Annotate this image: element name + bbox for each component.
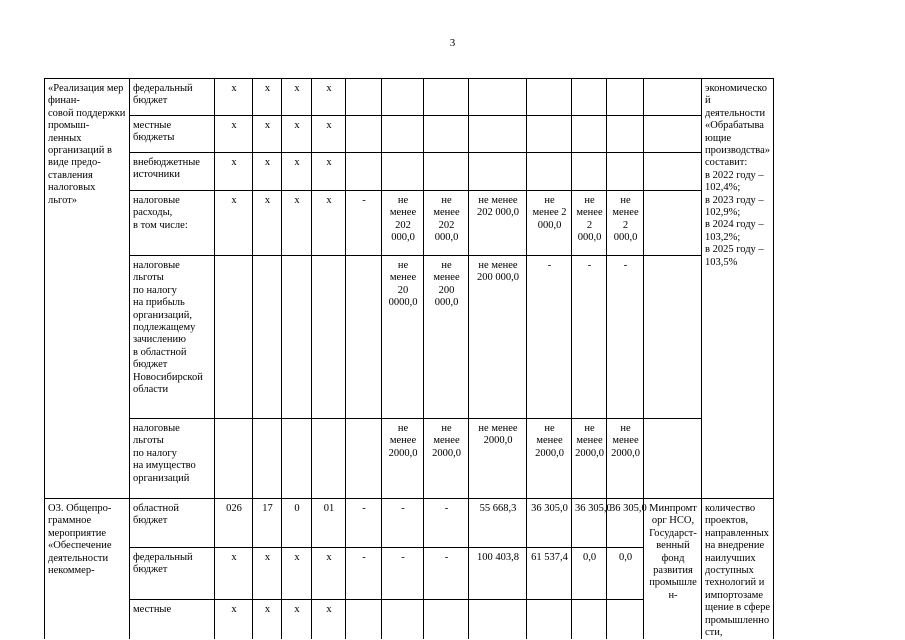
amount-cell — [382, 79, 424, 116]
amount-cell: не менее 2000,0 — [527, 419, 572, 499]
budget-code-cell: х — [215, 79, 253, 116]
amount-cell — [607, 79, 644, 116]
budget-code-cell: х — [253, 191, 282, 256]
budget-code-cell — [253, 419, 282, 499]
amount-cell: - — [346, 547, 382, 600]
amount-cell: не менее 20 0000,0 — [382, 256, 424, 419]
budget-code-cell: х — [215, 547, 253, 600]
amount-cell — [527, 79, 572, 116]
budget-code-cell: х — [282, 116, 312, 153]
result-cell: экономической деятельности «Обрабатывающие производства» составит: в 2022 году – 102,4%; в 2023 году – 102,9%; в 2024 году – 103,2%; в 2025 году – 103,5% — [702, 79, 774, 499]
budget-code-cell: х — [253, 153, 282, 191]
amount-cell — [382, 116, 424, 153]
amount-cell — [346, 600, 382, 640]
amount-cell: не менее 2000,0 — [382, 419, 424, 499]
budget-code-cell — [312, 256, 346, 419]
budget-code-cell: х — [282, 600, 312, 640]
table-row — [45, 79, 881, 116]
amount-cell: не менее 2000,0 — [424, 419, 469, 499]
budget-code-cell: х — [312, 116, 346, 153]
amount-cell — [607, 116, 644, 153]
amount-cell: 36 305,0 — [572, 499, 607, 548]
amount-cell: не менее 202 000,0 — [382, 191, 424, 256]
budget-code-cell: х — [312, 79, 346, 116]
budget-code-cell: х — [253, 547, 282, 600]
amount-cell: не менее 2000,0 — [607, 419, 644, 499]
budget-code-cell — [215, 419, 253, 499]
amount-cell: - — [572, 256, 607, 419]
amount-cell: - — [527, 256, 572, 419]
funding-source-cell: местные — [130, 600, 215, 640]
budget-code-cell: х — [253, 79, 282, 116]
budget-code-cell: х — [253, 600, 282, 640]
amount-cell — [469, 153, 527, 191]
amount-cell — [346, 79, 382, 116]
budget-code-cell: 0 — [282, 499, 312, 548]
amount-cell: 61 537,4 — [527, 547, 572, 600]
amount-cell: 0,0 — [607, 547, 644, 600]
amount-cell: - — [424, 499, 469, 548]
funding-source-cell: налоговые расходы, в том числе: — [130, 191, 215, 256]
budget-code-cell — [282, 256, 312, 419]
amount-cell — [469, 116, 527, 153]
budget-code-cell: х — [215, 191, 253, 256]
amount-cell: 0,0 — [572, 547, 607, 600]
amount-cell: не менее 2 000,0 — [527, 191, 572, 256]
amount-cell: - — [607, 256, 644, 419]
funding-source-cell: внебюджетные источники — [130, 153, 215, 191]
funding-source-cell: федеральный бюджет — [130, 79, 215, 116]
executor-cell — [644, 419, 702, 499]
amount-cell — [527, 116, 572, 153]
amount-cell — [424, 79, 469, 116]
amount-cell — [572, 153, 607, 191]
amount-cell — [424, 153, 469, 191]
executor-cell — [644, 79, 702, 116]
amount-cell — [382, 153, 424, 191]
executor-cell: Минпромторг НСО, Государст-венный фонд развития промышлен- — [644, 499, 702, 640]
amount-cell: не менее 2 000,0 — [572, 191, 607, 256]
amount-cell: 100 403,8 — [469, 547, 527, 600]
measure-name-cell: «Реализация мер финан- совой поддержки промыш- ленных организаций в виде предо- ставления налоговых льгот» — [45, 79, 130, 499]
budget-code-cell — [215, 256, 253, 419]
amount-cell — [346, 419, 382, 499]
amount-cell — [607, 600, 644, 640]
amount-cell: не менее 202 000,0 — [469, 191, 527, 256]
amount-cell: не менее 2000,0 — [469, 419, 527, 499]
amount-cell — [346, 153, 382, 191]
amount-cell: - — [346, 499, 382, 548]
amount-cell — [527, 153, 572, 191]
executor-cell — [644, 153, 702, 191]
amount-cell: не менее 2000,0 — [572, 419, 607, 499]
amount-cell: - — [346, 191, 382, 256]
budget-code-cell: х — [215, 600, 253, 640]
amount-cell: не менее 200 000,0 — [469, 256, 527, 419]
amount-cell: - — [424, 547, 469, 600]
amount-cell — [572, 600, 607, 640]
amount-cell — [346, 256, 382, 419]
amount-cell — [607, 153, 644, 191]
amount-cell — [424, 116, 469, 153]
amount-cell: - — [382, 499, 424, 548]
amount-cell — [346, 116, 382, 153]
amount-cell — [424, 600, 469, 640]
amount-cell — [469, 79, 527, 116]
budget-code-cell: 01 — [312, 499, 346, 548]
budget-code-cell: х — [282, 547, 312, 600]
amount-cell: не менее 200 000,0 — [424, 256, 469, 419]
budget-code-cell: х — [282, 153, 312, 191]
budget-code-cell — [312, 419, 346, 499]
funding-source-cell: налоговые льготы по налогу на прибыль организаций, подлежащему зачислению в областной бюджет Новосибирской области — [130, 256, 215, 419]
amount-cell: не менее 2 000,0 — [607, 191, 644, 256]
amount-cell — [527, 600, 572, 640]
budget-code-cell: х — [215, 153, 253, 191]
funding-source-cell: налоговые льготы по налогу на имущество организаций — [130, 419, 215, 499]
budget-code-cell: х — [312, 600, 346, 640]
amount-cell: - — [382, 547, 424, 600]
amount-cell — [572, 116, 607, 153]
amount-cell: 36 305,0 — [527, 499, 572, 548]
amount-cell — [382, 600, 424, 640]
table-row — [45, 499, 881, 548]
amount-cell — [572, 79, 607, 116]
budget-code-cell: х — [312, 153, 346, 191]
amount-cell: 36 305,0 — [607, 499, 644, 548]
executor-cell — [644, 256, 702, 419]
executor-cell — [644, 116, 702, 153]
amount-cell: 55 668,3 — [469, 499, 527, 548]
budget-code-cell: х — [282, 191, 312, 256]
executor-cell — [644, 191, 702, 256]
budget-code-cell: х — [253, 116, 282, 153]
funding-source-cell: местные бюджеты — [130, 116, 215, 153]
amount-cell: не менее 202 000,0 — [424, 191, 469, 256]
amount-cell — [469, 600, 527, 640]
budget-code-cell: х — [215, 116, 253, 153]
measure-name-cell: О3. Общепро- граммное мероприятие «Обеспечение деятельности некоммер- — [45, 499, 130, 640]
funding-source-cell: федеральный бюджет — [130, 547, 215, 600]
budget-code-cell — [253, 256, 282, 419]
budget-code-cell: 17 — [253, 499, 282, 548]
budget-code-cell: х — [282, 79, 312, 116]
result-cell: количество проектов, направленных на внедрение наилучших доступных технологий и импортозамещение в сфере промышленности, — [702, 499, 774, 640]
budget-code-cell: х — [312, 547, 346, 600]
budget-code-cell — [282, 419, 312, 499]
program-table — [44, 78, 881, 639]
page-number: 3 — [449, 37, 456, 49]
funding-source-cell: областной бюджет — [130, 499, 215, 548]
budget-code-cell: 026 — [215, 499, 253, 548]
budget-code-cell: х — [312, 191, 346, 256]
